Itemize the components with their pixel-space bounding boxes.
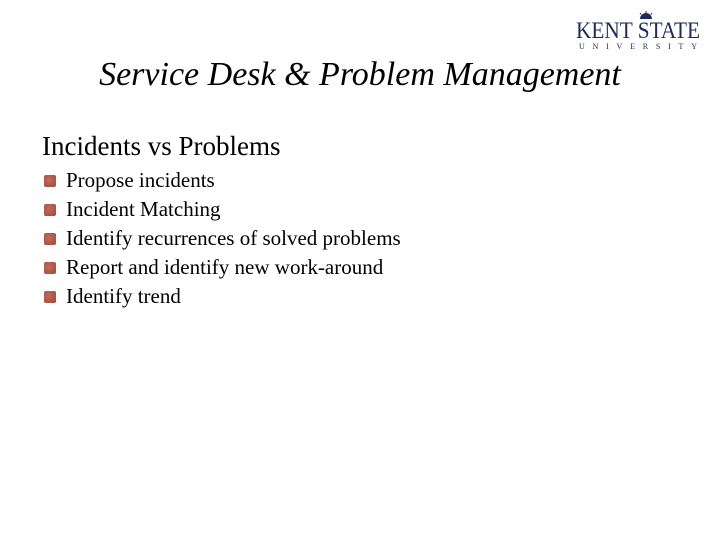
list-item: Propose incidents bbox=[44, 166, 401, 195]
slide-title: Service Desk & Problem Management bbox=[99, 56, 621, 93]
bullet-icon bbox=[44, 175, 56, 187]
list-item: Incident Matching bbox=[44, 195, 401, 224]
list-item: Identify recurrences of solved problems bbox=[44, 224, 401, 253]
svg-text:UNIVERSITY: UNIVERSITY bbox=[579, 42, 697, 51]
section-heading: Incidents vs Problems bbox=[42, 131, 281, 161]
bullet-icon bbox=[44, 291, 56, 303]
kent-state-logo bbox=[574, 10, 702, 52]
bullet-icon bbox=[44, 233, 56, 245]
bullet-list bbox=[44, 166, 401, 311]
bullet-icon bbox=[44, 204, 56, 216]
list-item: Report and identify new work-around bbox=[44, 253, 401, 282]
bullet-icon bbox=[44, 262, 56, 274]
list-item: Identify trend bbox=[44, 282, 401, 311]
svg-text:KENT STATE: KENT STATE bbox=[576, 18, 700, 43]
